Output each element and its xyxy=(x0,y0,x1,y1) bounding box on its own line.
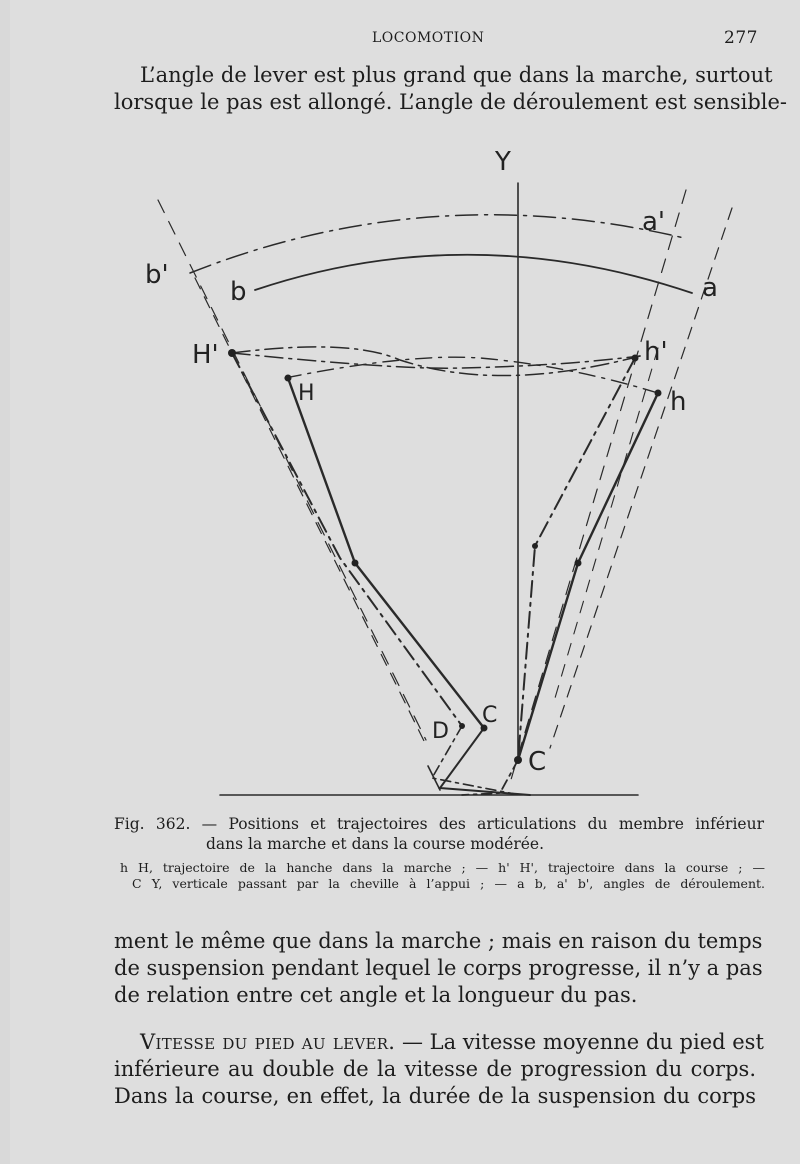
text-line: ment le même que dans la marche ; mais en raison du temps xyxy=(114,929,763,953)
label-a-prime: a' xyxy=(642,207,666,237)
text-line xyxy=(114,1029,764,1056)
text-line: L’angle de lever est plus grand que dans la marche, surtout xyxy=(140,63,773,87)
trajectory-h-prime-H-prime-2 xyxy=(232,347,640,376)
joint-h-prime xyxy=(632,355,639,362)
joint-h xyxy=(655,390,662,397)
text-line: de relation entre cet angle et la longueur du pas. xyxy=(114,983,638,1007)
ray-right-outer-1 xyxy=(510,190,686,783)
text-line: de suspension pendant lequel le corps progresse, il n’y a pas xyxy=(114,956,763,980)
section-heading: Vitesse du pied au lever. xyxy=(140,1030,396,1054)
ray-right-outer-3 xyxy=(555,348,658,698)
caption-line: Fig. 362. — Positions et trajectoires des articulations du membre inférieur xyxy=(114,815,764,833)
running-title: LOCOMOTION xyxy=(372,30,485,46)
joint-H xyxy=(285,375,292,382)
label-h: h xyxy=(670,387,687,417)
label-C-left: C xyxy=(482,703,498,728)
caption-line: dans la marche et dans la course modérée. xyxy=(206,835,545,853)
figure-legend xyxy=(120,860,765,892)
ray-left-outer-1 xyxy=(158,200,426,740)
label-H: H xyxy=(298,381,315,406)
joint-H-prime xyxy=(228,349,236,357)
joint-C xyxy=(514,756,522,764)
arc-a-prime-b-prime xyxy=(190,215,684,273)
leg-left-walking xyxy=(288,378,484,728)
joint-knee-left xyxy=(352,560,359,567)
arc-a-b xyxy=(255,255,692,293)
toe-left xyxy=(428,766,440,790)
legend-line: C Y, verticale passant par la cheville à l’appui ; — a b, a' b', angles de déroulement. xyxy=(132,876,765,891)
label-b: b xyxy=(230,277,247,307)
figure-caption xyxy=(114,814,764,854)
label-Y: Y xyxy=(495,147,511,177)
joint-D xyxy=(459,723,465,729)
paragraph-mid xyxy=(114,928,763,1009)
label-C: C xyxy=(528,747,547,777)
text-line: lorsque le pas est allongé. L’angle de déroulement est sensible- xyxy=(114,90,788,114)
label-h-prime: h' xyxy=(644,337,668,367)
joint-knee-right xyxy=(575,560,582,567)
book-page xyxy=(10,0,800,1164)
running-head xyxy=(10,30,800,50)
joint-knee-right-running xyxy=(532,543,538,549)
text-line: inférieure au double de la vitesse de progression du corps. xyxy=(114,1057,756,1081)
text-fragment: — La vitesse moyenne du pied est xyxy=(401,1030,764,1054)
locomotion-diagram xyxy=(110,138,770,808)
label-H-prime: H' xyxy=(192,340,219,370)
label-D: D xyxy=(432,719,449,744)
page-number: 277 xyxy=(724,28,758,48)
label-b-prime: b' xyxy=(145,260,169,290)
paragraph-bottom xyxy=(114,1029,764,1110)
ray-left-outer-2 xyxy=(195,278,425,743)
trajectory-h-prime-H-prime xyxy=(232,353,640,368)
paragraph-top xyxy=(114,62,788,116)
label-a: a xyxy=(702,273,718,303)
legend-line: h H, trajectoire de la hanche dans la marche ; — h' H', trajectoire dans la course ; — xyxy=(120,860,765,875)
text-line: Dans la course, en effet, la durée de la suspension du corps xyxy=(114,1084,756,1108)
